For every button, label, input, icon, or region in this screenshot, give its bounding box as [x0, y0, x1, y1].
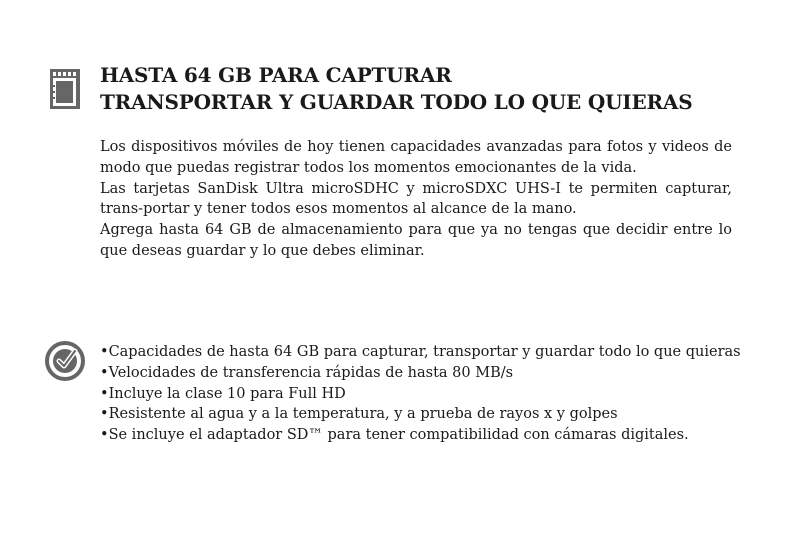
page-title: [100, 62, 693, 116]
feature-item: • Resistente al agua y a la temperatura, y a prueba de rayos x y golpes: [100, 404, 741, 425]
sd-card-icon: [48, 67, 82, 111]
description-paragraph: Los dispositivos móviles de hoy tienen capacidades avanzadas para fotos y videos de modo que puedas registrar todos los momentos emocionantes de la vida.: [100, 139, 732, 176]
feature-list: [100, 342, 741, 446]
description-block: [100, 137, 732, 262]
feature-item: • Capacidades de hasta 64 GB para capturar, transportar y guardar todo lo que quieras: [100, 342, 741, 363]
feature-item: • Se incluye el adaptador SD™ para tener compatibilidad con cámaras digitales.: [100, 425, 741, 446]
description-paragraph: Agrega hasta 64 GB de almacenamiento para que ya no tengas que decidir entre lo que deseas guardar y lo que debes eliminar.: [100, 222, 732, 259]
feature-item: • Incluye la clase 10 para Full HD: [100, 384, 741, 405]
description-paragraph: Las tarjetas SanDisk Ultra microSDHC y microSDXC UHS-I te permiten capturar, trans-portar y tener todos esos momentos al alcance de la mano.: [100, 180, 732, 218]
feature-item: • Velocidades de transferencia rápidas de hasta 80 MB/s: [100, 363, 741, 384]
title-line-1: HASTA 64 GB PARA CAPTURAR: [100, 63, 452, 87]
checkmark-circle-icon: [44, 340, 86, 382]
title-line-2: TRANSPORTAR Y GUARDAR TODO LO QUE QUIERAS: [100, 90, 693, 114]
